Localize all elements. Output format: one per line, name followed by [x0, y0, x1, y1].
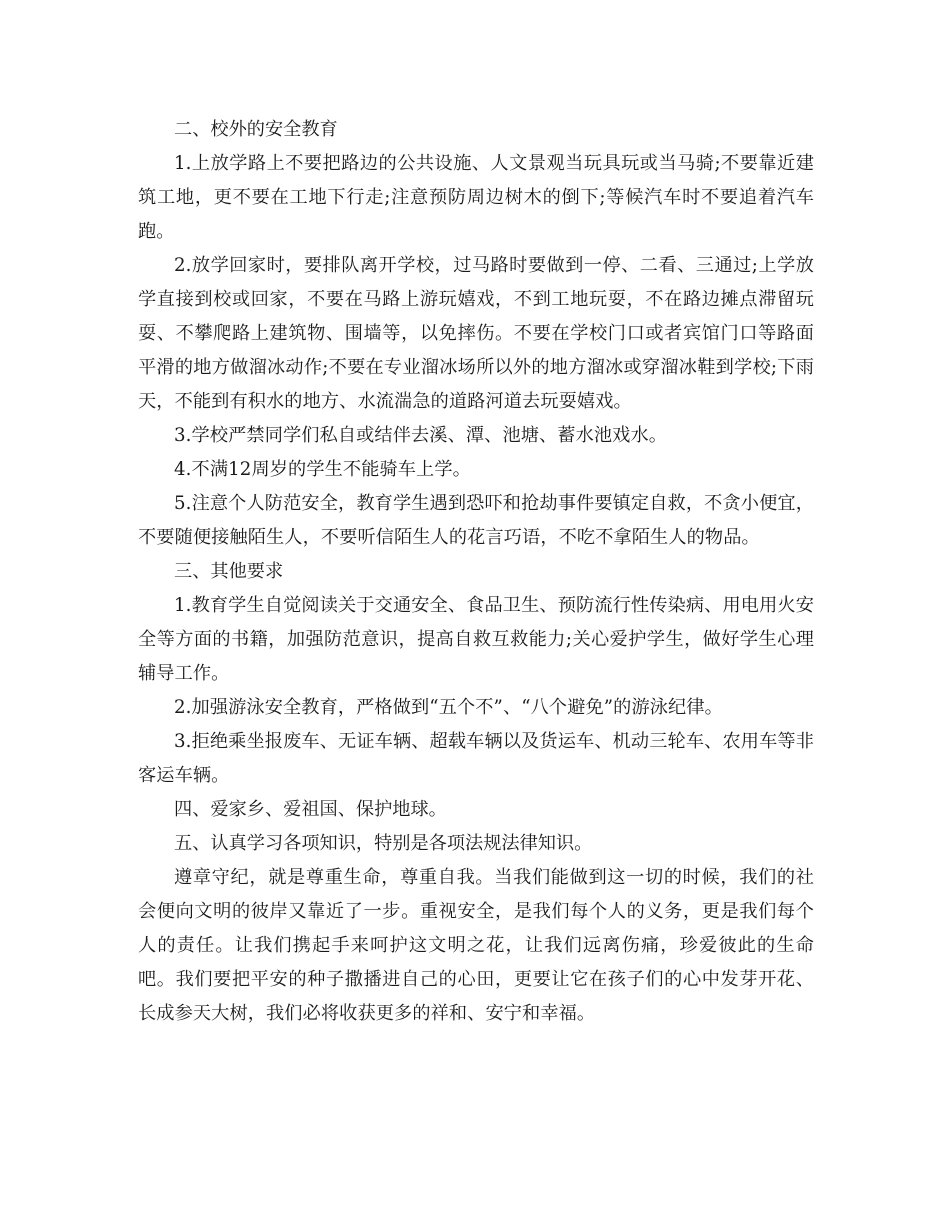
paragraph-other-3: 3.拒绝乘坐报废车、无证车辆、超载车辆以及货运车、机动三轮车、农用车等非客运车辆。	[138, 731, 814, 786]
paragraph-other-2: 2.加强游泳安全教育，严格做到“五个不”、“八个避免”的游泳纪律。	[174, 697, 723, 718]
section-heading-other: 三、其他要求	[174, 561, 284, 582]
paragraph-item-1: 1.上放学路上不要把路边的公共设施、人文景观当玩具玩或当马骑;不要靠近建筑工地，更不要在工地下行走;注意预防周边树木的倒下;等候汽车时不要追着汽车跑。	[138, 153, 814, 242]
paragraph-item-2: 2.放学回家时，要排队离开学校，过马路时要做到一停、二看、三通过;上学放学直接到校或回家，不要在马路上游玩嬉戏，不到工地玩耍，不在路边摊点滞留玩耍、不攀爬路上建筑物、围墙等，以免摔伤。不要在学校门口或者宾馆门口等路面平滑的地方做溜冰动作;不要在专业溜冰场所以外的地方溜冰或穿溜冰鞋到学校;下雨天，不能到有积水的地方、水流湍急的道路河道去玩耍嬉戏。	[138, 255, 814, 412]
section-heading-study: 五、认真学习各项知识，特别是各项法规法律知识。	[174, 833, 593, 854]
paragraph-item-4: 4.不满12周岁的学生不能骑车上学。	[174, 459, 471, 480]
section-heading-love: 四、爱家乡、爱祖国、保护地球。	[174, 799, 447, 820]
paragraph-item-5: 5.注意个人防范安全，教育学生遇到恐吓和抢劫事件要镇定自救，不贪小便宜，不要随便接触陌生人，不要听信陌生人的花言巧语，不吃不拿陌生人的物品。	[138, 493, 814, 548]
paragraph-item-3: 3.学校严禁同学们私自或结伴去溪、潭、池塘、蓄水池戏水。	[174, 425, 668, 446]
paragraph-other-1: 1.教育学生自觉阅读关于交通安全、食品卫生、预防流行性传染病、用电用火安全等方面的书籍，加强防范意识，提高自救互救能力;关心爱护学生，做好学生心理辅导工作。	[138, 595, 814, 684]
section-heading-offcampus: 二、校外的安全教育	[174, 119, 338, 140]
document-body	[138, 113, 814, 1031]
paragraph-conclusion: 遵章守纪，就是尊重生命，尊重自我。当我们能做到这一切的时候，我们的社会便向文明的彼岸又靠近了一步。重视安全，是我们每个人的义务，更是我们每个人的责任。让我们携起手来呵护这文明之花，让我们远离伤痛，珍爱彼此的生命吧。我们要把平安的种子撒播进自己的心田，更要让它在孩子们的心中发芽开花、长成参天大树，我们必将收获更多的祥和、安宁和幸福。	[138, 867, 814, 1024]
